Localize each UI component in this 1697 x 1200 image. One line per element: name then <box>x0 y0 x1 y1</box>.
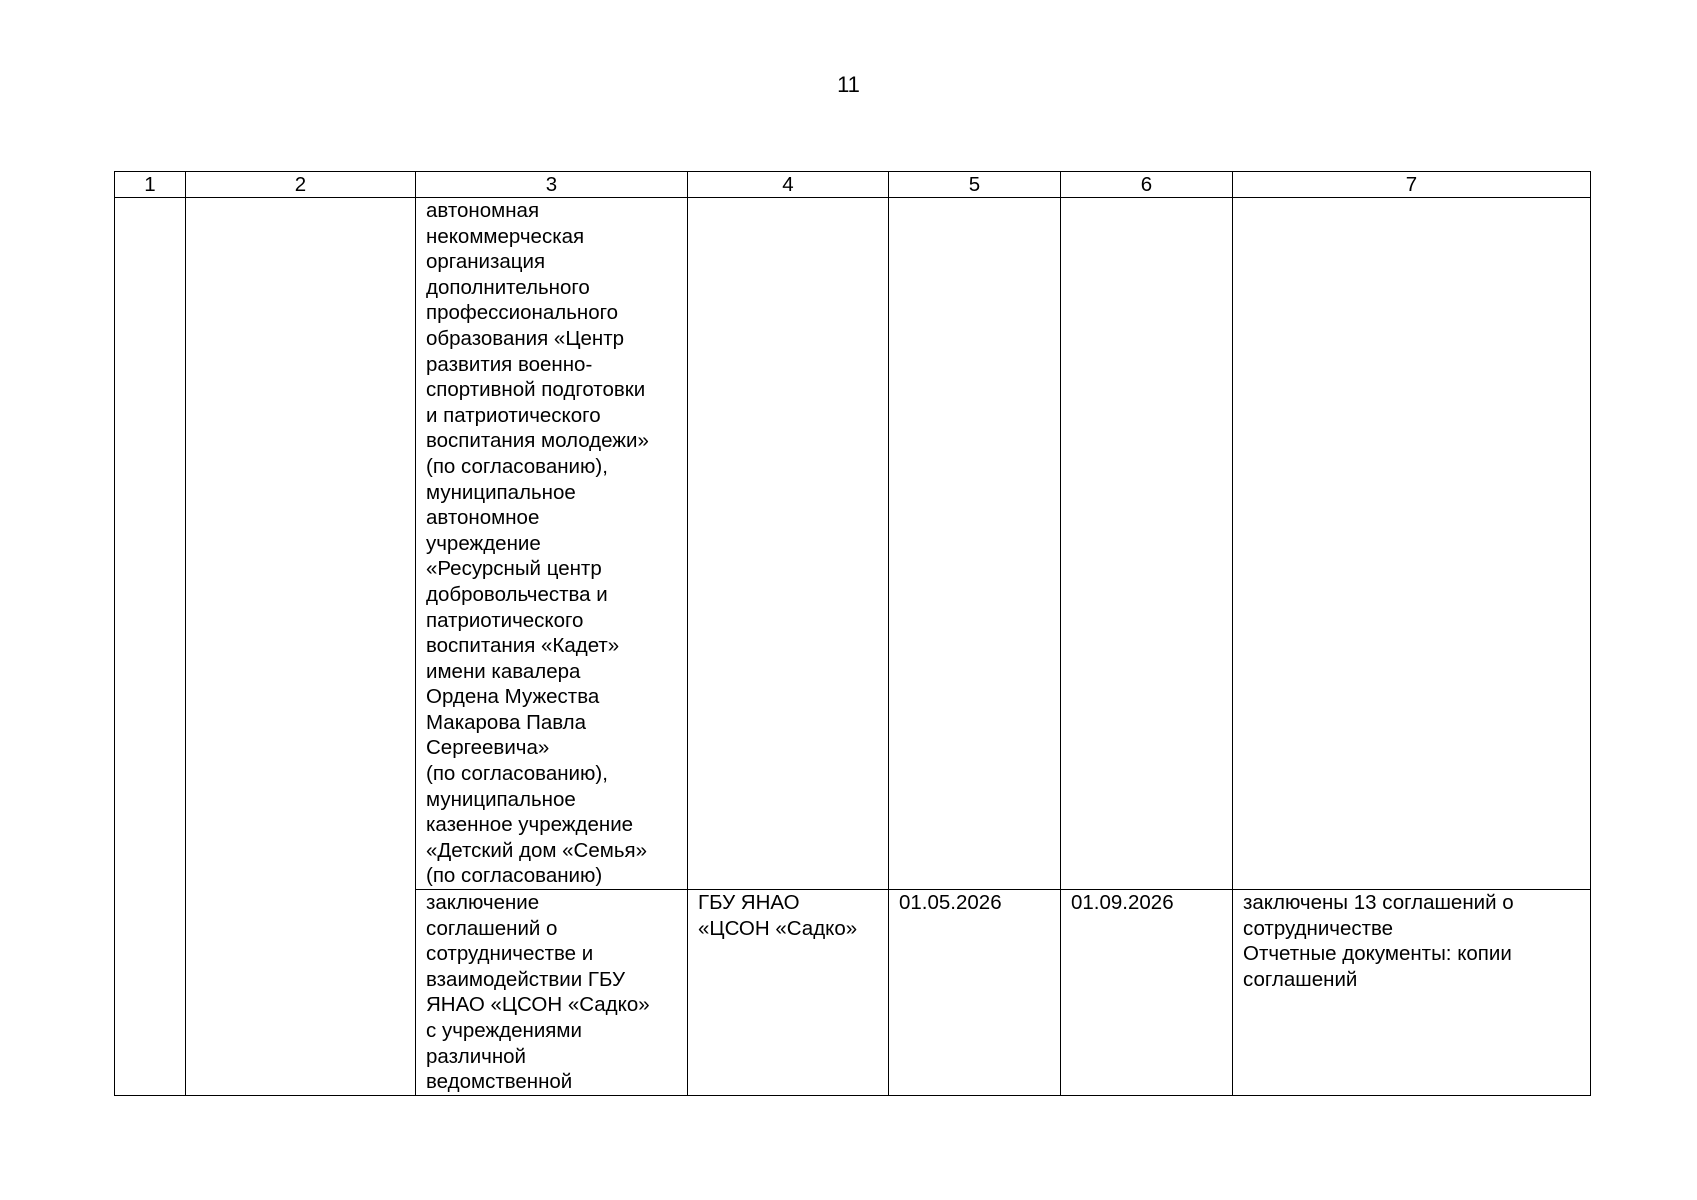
cell-text-line: муниципальное <box>426 480 576 504</box>
cell-activity <box>186 198 416 1096</box>
event-text <box>426 890 677 1095</box>
cell-text-line: казенное учреждение <box>426 813 634 837</box>
cell-text-line: профессионального <box>426 301 619 325</box>
column-header: 5 <box>889 172 1061 198</box>
cell-text-line: автономная <box>426 199 540 222</box>
cell-text-line: (по согласованию), <box>426 762 608 786</box>
cell-text-line: воспитания молодежи» <box>426 429 649 453</box>
cell-text-line: с учреждениями <box>426 1019 582 1042</box>
cell-text-line: соглашений о <box>426 916 558 940</box>
participants-text <box>426 198 677 889</box>
column-header: 4 <box>688 172 889 198</box>
cell-result <box>1233 198 1591 890</box>
cell-text-line: некоммерческая <box>426 224 585 248</box>
column-header: 2 <box>186 172 416 198</box>
cell-text-line: сотрудничестве <box>1243 916 1394 940</box>
cell-start-date <box>889 198 1061 890</box>
cell-text-line: ЯНАО «ЦСОН «Садко» <box>426 993 650 1017</box>
cell-text-line: автономное <box>426 506 540 530</box>
cell-text-line: и патриотического <box>426 403 601 427</box>
cell-event <box>416 890 688 1096</box>
page-number: 11 <box>837 72 860 97</box>
cell-text-line: «Детский дом «Семья» <box>426 838 648 862</box>
cell-text-line: заключение <box>426 891 540 915</box>
cell-text-line: дополнительного <box>426 275 590 299</box>
cell-text-line: муниципальное <box>426 787 576 811</box>
cell-text-line: (по согласованию) <box>426 864 603 888</box>
cell-text-line: сотрудничестве и <box>426 942 594 966</box>
cell-responsible <box>688 890 889 1096</box>
cell-text-line: взаимодействии ГБУ <box>426 967 626 991</box>
column-header: 3 <box>416 172 688 198</box>
responsible-text <box>698 890 878 941</box>
cell-text-line: (по согласованию), <box>426 454 608 478</box>
cell-number <box>115 198 186 1096</box>
cell-text-line: заключены 13 соглашений о <box>1243 891 1514 915</box>
cell-text-line: спортивной подготовки <box>426 378 646 402</box>
cell-text-line: добровольчества и <box>426 582 608 606</box>
column-header: 6 <box>1061 172 1233 198</box>
table-row <box>115 198 1591 890</box>
column-header: 1 <box>115 172 186 198</box>
cell-text-line: «Ресурсный центр <box>426 557 602 581</box>
cell-end-date <box>1061 198 1233 890</box>
cell-text-line: ГБУ ЯНАО <box>698 891 800 915</box>
cell-text-line: Отчетные документы: копии <box>1243 942 1512 966</box>
cell-start-date: 01.05.2026 <box>889 890 1061 1096</box>
cell-text-line: различной <box>426 1044 527 1068</box>
cell-end-date: 01.09.2026 <box>1061 890 1233 1096</box>
cell-text-line: Ордена Мужества <box>426 685 600 709</box>
cell-text-line: имени кавалера <box>426 659 581 683</box>
plan-table <box>114 171 1591 1096</box>
column-header: 7 <box>1233 172 1591 198</box>
cell-text-line: патриотического <box>426 608 584 632</box>
cell-text-line: соглашений <box>1243 967 1358 991</box>
cell-text-line: ведомственной <box>426 1070 573 1094</box>
header-row <box>115 172 1591 198</box>
cell-text-line: Макарова Павла <box>426 710 587 734</box>
cell-participants <box>416 198 688 890</box>
cell-responsible <box>688 198 889 890</box>
result-text <box>1243 890 1580 992</box>
cell-text-line: Сергеевича» <box>426 736 550 760</box>
cell-text-line: развития военно- <box>426 352 593 376</box>
cell-text-line: организация <box>426 250 546 274</box>
cell-text-line: «ЦСОН «Садко» <box>698 916 858 940</box>
cell-text-line: образования «Центр <box>426 326 624 350</box>
cell-result <box>1233 890 1591 1096</box>
cell-text-line: учреждение <box>426 531 541 555</box>
cell-text-line: воспитания «Кадет» <box>426 634 620 658</box>
